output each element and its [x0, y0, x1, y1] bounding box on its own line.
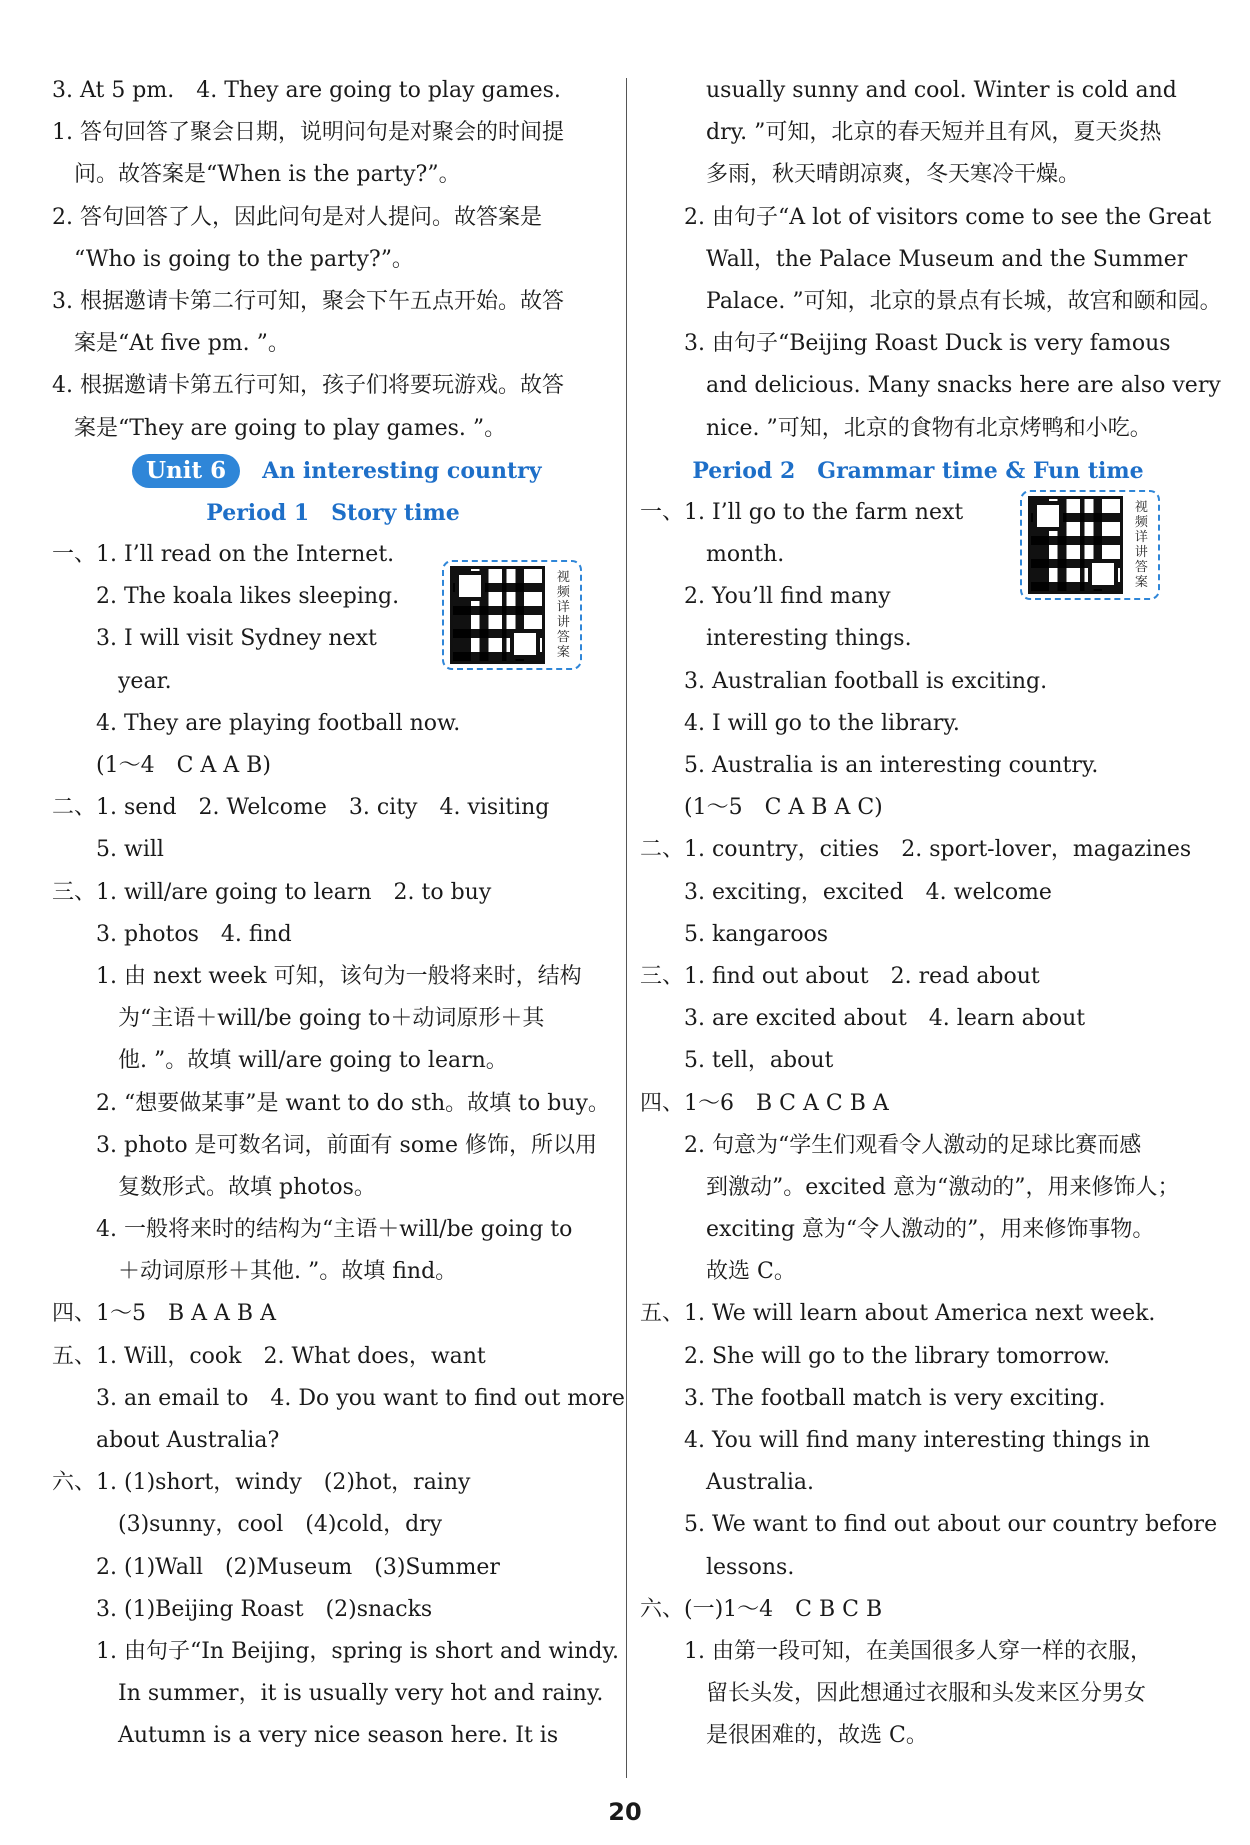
text-line: 2. You’ll find many — [640, 584, 891, 610]
text-line: 是很困难的，故选 C。 — [640, 1723, 928, 1749]
unit-heading — [52, 450, 614, 492]
text-line: 2. She will go to the library tomorrow. — [640, 1343, 1111, 1369]
text-line: 4. 一般将来时的结构为“主语＋will/be going to — [52, 1217, 573, 1243]
text-line: and delicious. Many snacks here are also very — [640, 373, 1221, 399]
text-line: interesting things. — [640, 626, 912, 652]
text-line: 四、1～5 B A A B A — [52, 1301, 276, 1327]
left-column — [52, 70, 625, 1758]
text-line: 他. ”。故填 will/are going to learn。 — [52, 1048, 508, 1074]
text-line: Autumn is a very nice season here. It is — [52, 1723, 559, 1749]
text-line: about Australia? — [52, 1428, 280, 1453]
text-line: 5. We want to find out about our country before — [640, 1512, 1218, 1538]
qr-label: 视频详讲答案 — [1134, 500, 1148, 590]
text-line: 2. “想要做某事”是 want to do sth。故填 to buy。 — [52, 1090, 610, 1116]
text-line: 多雨，秋天晴朗凉爽，冬天寒冷干燥。 — [640, 162, 1081, 188]
text-line: 2. 答句回答了人，因此问句是对人提问。故答案是 — [52, 204, 542, 230]
text-line: 一、1. I’ll go to the farm next — [640, 499, 964, 525]
text-line: 一、1. I’ll read on the Internet. — [52, 542, 395, 568]
text-line: exciting 意为“令人激动的”，用来修饰事物。 — [640, 1217, 1155, 1243]
text-line: 1. 由 next week 可知，该句为一般将来时，结构 — [52, 963, 582, 989]
page-number: 20 — [608, 1798, 642, 1826]
text-line: month. — [640, 542, 785, 568]
text-line: “Who is going to the party?”。 — [52, 246, 414, 272]
text-line: 1. 由第一段可知，在美国很多人穿一样的衣服， — [640, 1638, 1152, 1664]
period-heading: Period 2 Grammar time & Fun time — [692, 457, 1144, 484]
text-line: 复数形式。故填 photos。 — [52, 1174, 376, 1200]
text-line: 留长头发，因此想通过衣服和头发来区分男女 — [640, 1681, 1147, 1707]
text-line: ＋动词原形＋其他. ”。故填 find。 — [52, 1259, 458, 1285]
text-line: dry. ”可知，北京的春天短并且有风，夏天炎热 — [640, 120, 1162, 146]
text-line: usually sunny and cool. Winter is cold and — [640, 78, 1177, 103]
text-line: 4. I will go to the library. — [640, 710, 960, 736]
text-line: 五、1. We will learn about America next week. — [640, 1301, 1156, 1327]
text-line: 3. 根据邀请卡第二行可知，聚会下午五点开始。故答 — [52, 288, 564, 314]
text-line: 3. I will visit Sydney next — [52, 626, 377, 652]
text-line: 三、1. find out about 2. read about — [640, 963, 1040, 989]
text-line: 为“主语＋will/be going to＋动词原形＋其 — [52, 1006, 545, 1032]
text-line: 3. Australian football is exciting. — [640, 668, 1048, 694]
text-line: 案是“They are going to play games. ”。 — [52, 415, 507, 441]
text-line: (3)sunny，cool (4)cold，dry — [52, 1512, 443, 1538]
unit-badge: Unit 6 — [132, 454, 240, 488]
text-line: (1～4 C A A B) — [52, 753, 271, 778]
text-line: 3. are excited about 4. learn about — [640, 1006, 1086, 1032]
qr-label: 视频详讲答案 — [556, 570, 570, 660]
text-line: nice. ”可知，北京的食物有北京烤鸭和小吃。 — [640, 415, 1152, 441]
text-line: 3. photo 是可数名词，前面有 some 修饰，所以用 — [52, 1132, 597, 1158]
text-line: 六、1. (1)short，windy (2)hot，rainy — [52, 1470, 471, 1496]
text-line: 1. 由句子“In Beijing，spring is short and windy. — [52, 1638, 619, 1664]
text-line: 三、1. will/are going to learn 2. to buy — [52, 879, 492, 905]
text-line: 2. The koala likes sleeping. — [52, 584, 400, 610]
text-line: 5. kangaroos — [640, 921, 829, 947]
text-line: 3. photos 4. find — [52, 921, 292, 947]
text-line: 六、(一)1～4 C B C B — [640, 1596, 883, 1622]
text-line: 3. exciting，excited 4. welcome — [640, 879, 1052, 905]
text-line: 4. They are playing football now. — [52, 710, 461, 736]
text-line: 五、1. Will，cook 2. What does，want — [52, 1343, 486, 1369]
text-line: 5. will — [52, 837, 164, 863]
text-line: Palace. ”可知，北京的景点有长城，故宫和颐和园。 — [640, 288, 1222, 314]
text-line: 到激动”。excited 意为“激动的”，用来修饰人； — [640, 1174, 1180, 1200]
text-line: In summer，it is usually very hot and rainy. — [52, 1681, 604, 1707]
text-line: 1. 答句回答了聚会日期，说明问句是对聚会的时间提 — [52, 120, 564, 146]
text-line: 3. 由句子“Beijing Roast Duck is very famous — [640, 331, 1171, 357]
text-line: (1～5 C A B A C) — [640, 795, 883, 821]
text-line: 4. You will find many interesting things in — [640, 1428, 1151, 1453]
text-line: 4. 根据邀请卡第五行可知，孩子们将要玩游戏。故答 — [52, 373, 564, 399]
right-column — [640, 70, 1222, 1758]
text-line: 2. 句意为“学生们观看令人激动的足球比赛而感 — [640, 1132, 1142, 1158]
text-line: 5. Australia is an interesting country. — [640, 753, 1099, 778]
text-line: 问。故答案是“When is the party?”。 — [52, 162, 461, 188]
text-line: 3. an email to 4. Do you want to find out more — [52, 1385, 625, 1411]
text-line: 案是“At five pm. ”。 — [52, 331, 290, 357]
text-line: 故选 C。 — [640, 1259, 796, 1285]
column-divider — [626, 78, 627, 1778]
text-line: 3. The football match is very exciting. — [640, 1385, 1106, 1411]
text-line: year. — [52, 668, 172, 694]
text-line: lessons. — [640, 1554, 795, 1580]
text-line: 5. tell，about — [640, 1048, 834, 1074]
text-line: Australia. — [640, 1470, 815, 1496]
text-line: 二、1. country，cities 2. sport-lover，magazines — [640, 837, 1192, 863]
text-line: 四、1～6 B C A C B A — [640, 1090, 889, 1116]
text-line: 2. (1)Wall (2)Museum (3)Summer — [52, 1554, 500, 1580]
text-line: 二、1. send 2. Welcome 3. city 4. visiting — [52, 795, 550, 821]
unit-title: An interesting country — [262, 457, 542, 484]
text-line: Wall，the Palace Museum and the Summer — [640, 246, 1188, 272]
text-line: 3. At 5 pm. 4. They are going to play games. — [52, 78, 561, 103]
period-heading: Period 1 Story time — [206, 499, 460, 526]
text-line: 3. (1)Beijing Roast (2)snacks — [52, 1596, 433, 1622]
text-line: 2. 由句子“A lot of visitors come to see the Great — [640, 204, 1212, 230]
